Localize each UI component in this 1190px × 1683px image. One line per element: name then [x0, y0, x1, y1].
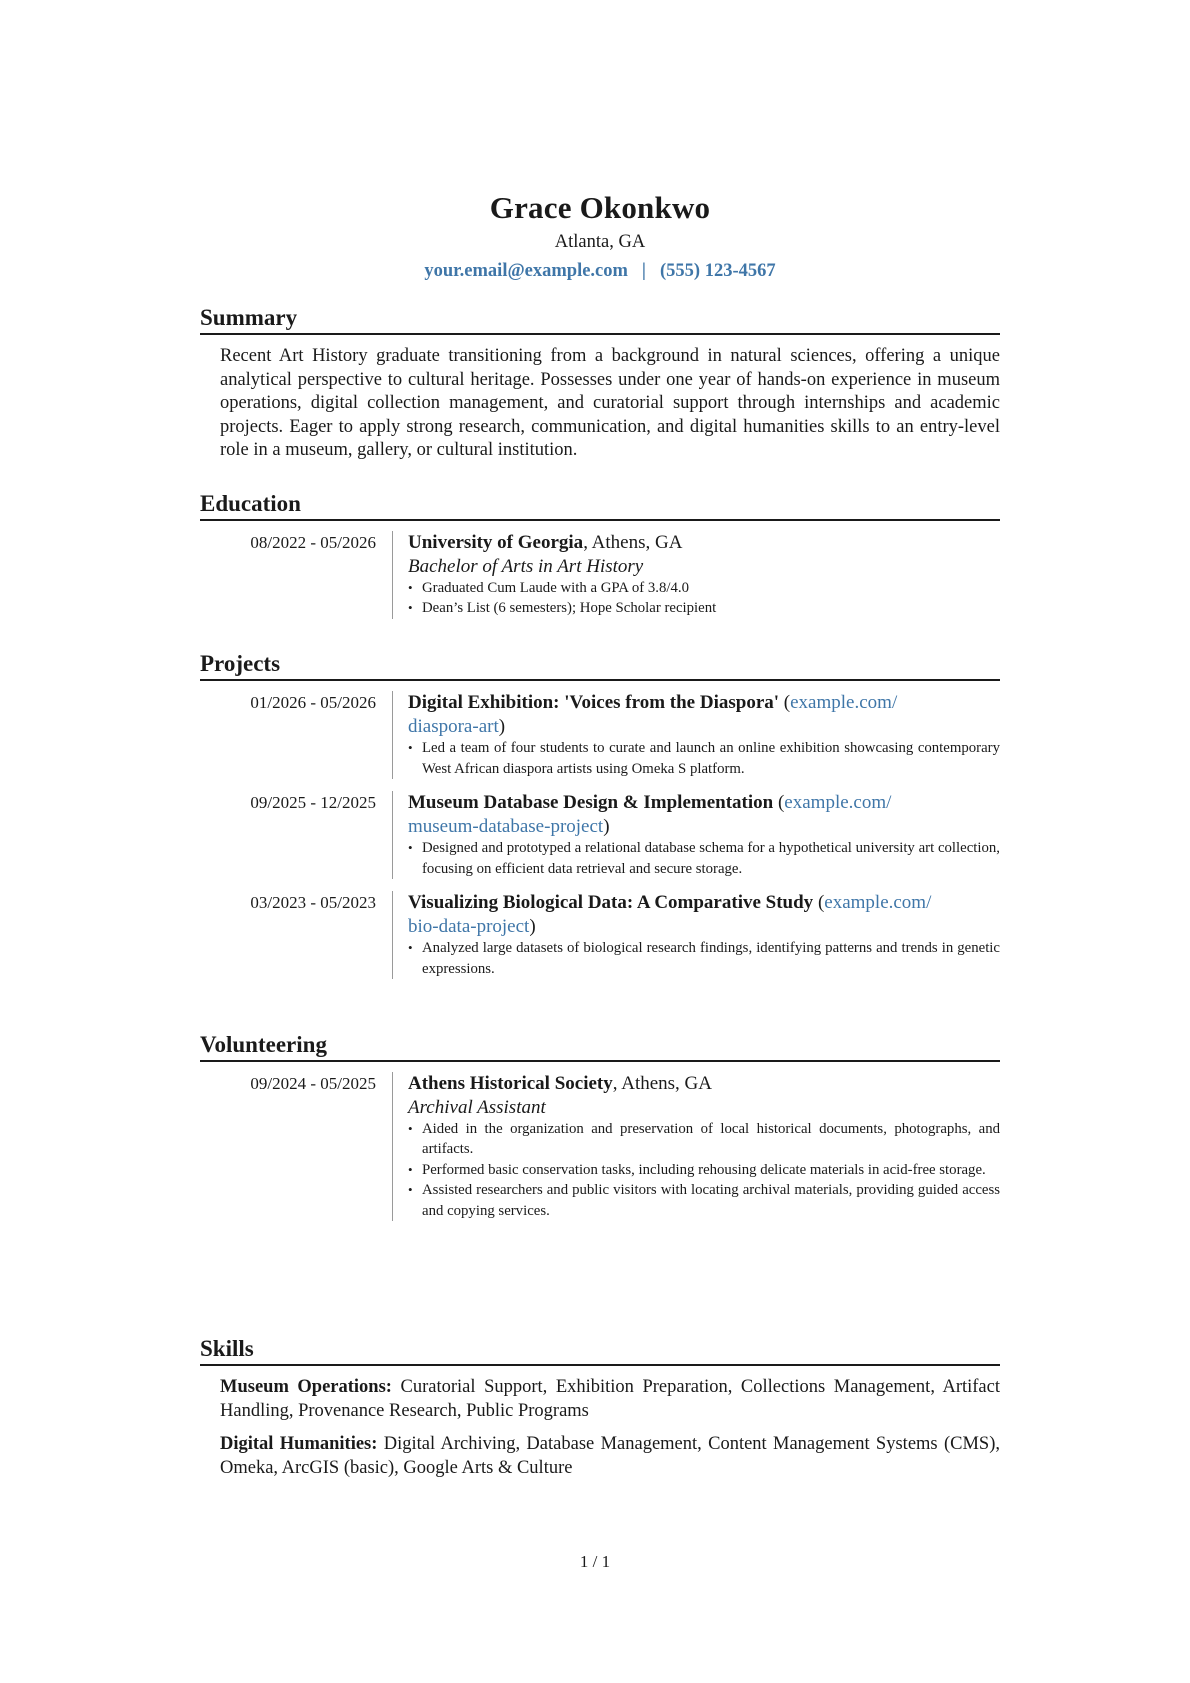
entry-heading	[408, 891, 1000, 938]
summary-section	[200, 304, 1000, 463]
entry-divider	[392, 531, 393, 619]
entry-body	[408, 1072, 1000, 1221]
entry-divider	[392, 891, 393, 979]
entry-body	[408, 891, 1000, 979]
entry-divider	[392, 791, 393, 879]
project-entry	[200, 891, 1000, 979]
project-name: Museum Database Design & Implementation	[408, 792, 774, 813]
skill-value: Digital Archiving, Database Management, Content Management Systems (CMS), Omeka, ArcGIS (basic), Google Arts & Culture	[220, 1434, 1000, 1478]
entry-bullets	[408, 578, 1000, 619]
project-entry	[200, 691, 1000, 779]
paren-open: (	[779, 692, 791, 713]
section-title-skills: Skills	[200, 1335, 1000, 1366]
paren-close: )	[498, 715, 506, 737]
skill-group	[220, 1376, 1000, 1423]
bullet-item: • Analyzed large datasets of biological research findings, identifying patterns and trends in genetic expressions.	[408, 938, 1000, 979]
bullet-item: • Aided in the organization and preservation of local historical documents, photographs, and artifacts.	[408, 1119, 1000, 1160]
paren-close: )	[603, 815, 610, 837]
paren-close: )	[529, 915, 536, 937]
entry-dates: 09/2025 - 12/2025	[250, 793, 376, 812]
contact-line	[200, 259, 1000, 283]
page-number: 1 / 1	[579, 1552, 611, 1571]
bullet-item: • Graduated Cum Laude with a GPA of 3.8/4.0	[408, 578, 1000, 599]
entry-dates: 01/2026 - 05/2026	[250, 693, 376, 712]
project-link-continued[interactable]: bio-data-project	[408, 915, 530, 937]
skill-label: Museum Operations:	[220, 1377, 392, 1397]
entry-org: Athens Historical Society	[408, 1073, 613, 1094]
entry-org: University of Georgia	[408, 532, 584, 553]
paren-open: (	[813, 892, 825, 913]
entry-heading	[408, 1072, 1000, 1096]
bullet-item: • Dean’s List (6 semesters); Hope Scholar recipient	[408, 598, 1000, 619]
paren-open: (	[773, 792, 785, 813]
volunteering-entry	[200, 1072, 1000, 1221]
entry-location: , Athens, GA	[612, 1073, 712, 1094]
entry-dates: 09/2024 - 05/2025	[250, 1074, 376, 1093]
volunteering-section	[200, 1031, 1000, 1221]
project-link-continued[interactable]: diaspora-art	[408, 715, 499, 737]
bullet-item: • Designed and prototyped a relational database schema for a hypothetical university art collection, focusing on efficient data retrieval and secure storage.	[408, 838, 1000, 879]
project-link[interactable]: example.com/	[824, 892, 932, 913]
section-title-summary: Summary	[200, 304, 1000, 335]
resume-page	[200, 0, 1000, 1478]
candidate-location: Atlanta, GA	[554, 232, 646, 252]
section-title-volunteering: Volunteering	[200, 1031, 1000, 1062]
entry-body	[408, 791, 1000, 879]
project-link-continued[interactable]: museum-database-project	[408, 815, 604, 837]
bullet-item: • Led a team of four students to curate and launch an online exhibition showcasing contemporary West African diaspora artists using Omeka S platform.	[408, 738, 1000, 779]
project-entry	[200, 791, 1000, 879]
entry-divider	[392, 691, 393, 779]
skill-group	[220, 1433, 1000, 1480]
project-name: Digital Exhibition: 'Voices from the Diaspora'	[408, 692, 780, 713]
skill-value: Curatorial Support, Exhibition Preparation, Collections Management, Artifact Handling, Provenance Research, Public Programs	[220, 1377, 1000, 1421]
entry-heading	[408, 691, 1000, 738]
summary-text: Recent Art History graduate transitioning from a background in natural sciences, offering a unique analytical perspective to cultural heritage. Possesses under one year of hands-on experience in museum operations, digital collection management, and curatorial support through internships and academic projects. Eager to apply strong research, communication, and digital humanities skills to an entry-level role in a museum, gallery, or cultural institution.	[220, 346, 1000, 460]
entry-degree: Bachelor of Arts in Art History	[408, 555, 644, 577]
section-title-projects: Projects	[200, 650, 1000, 681]
education-entry	[200, 531, 1000, 619]
projects-section	[200, 650, 1000, 979]
entry-bullets	[408, 938, 1000, 979]
entry-role: Archival Assistant	[408, 1096, 546, 1118]
entry-dates: 08/2022 - 05/2026	[250, 533, 376, 552]
skills-section	[200, 1335, 1000, 1480]
entry-location: , Athens, GA	[583, 532, 683, 553]
entry-body	[408, 531, 1000, 619]
entry-bullets	[408, 1119, 1000, 1222]
project-link[interactable]: example.com/	[790, 692, 898, 713]
entry-divider	[392, 1072, 393, 1221]
bullet-item: • Performed basic conservation tasks, including rehousing delicate materials in acid-free storage.	[408, 1160, 1000, 1181]
phone-link[interactable]: (555) 123-4567	[660, 261, 776, 281]
candidate-name: Grace Okonkwo	[489, 190, 711, 225]
project-link[interactable]: example.com/	[784, 792, 892, 813]
contact-separator: |	[641, 261, 646, 281]
project-name: Visualizing Biological Data: A Comparative Study	[408, 892, 814, 913]
entry-heading	[408, 531, 1000, 555]
entry-bullets	[408, 738, 1000, 779]
resume-header	[200, 190, 1000, 283]
entry-heading	[408, 791, 1000, 838]
skill-label: Digital Humanities:	[220, 1434, 378, 1454]
entry-body	[408, 691, 1000, 779]
education-section	[200, 490, 1000, 619]
section-title-education: Education	[200, 490, 1000, 521]
email-link[interactable]: your.email@example.com	[424, 261, 628, 281]
entry-bullets	[408, 838, 1000, 879]
bullet-item: • Assisted researchers and public visitors with locating archival materials, providing guided access and copying services.	[408, 1180, 1000, 1221]
entry-dates: 03/2023 - 05/2023	[250, 893, 376, 912]
